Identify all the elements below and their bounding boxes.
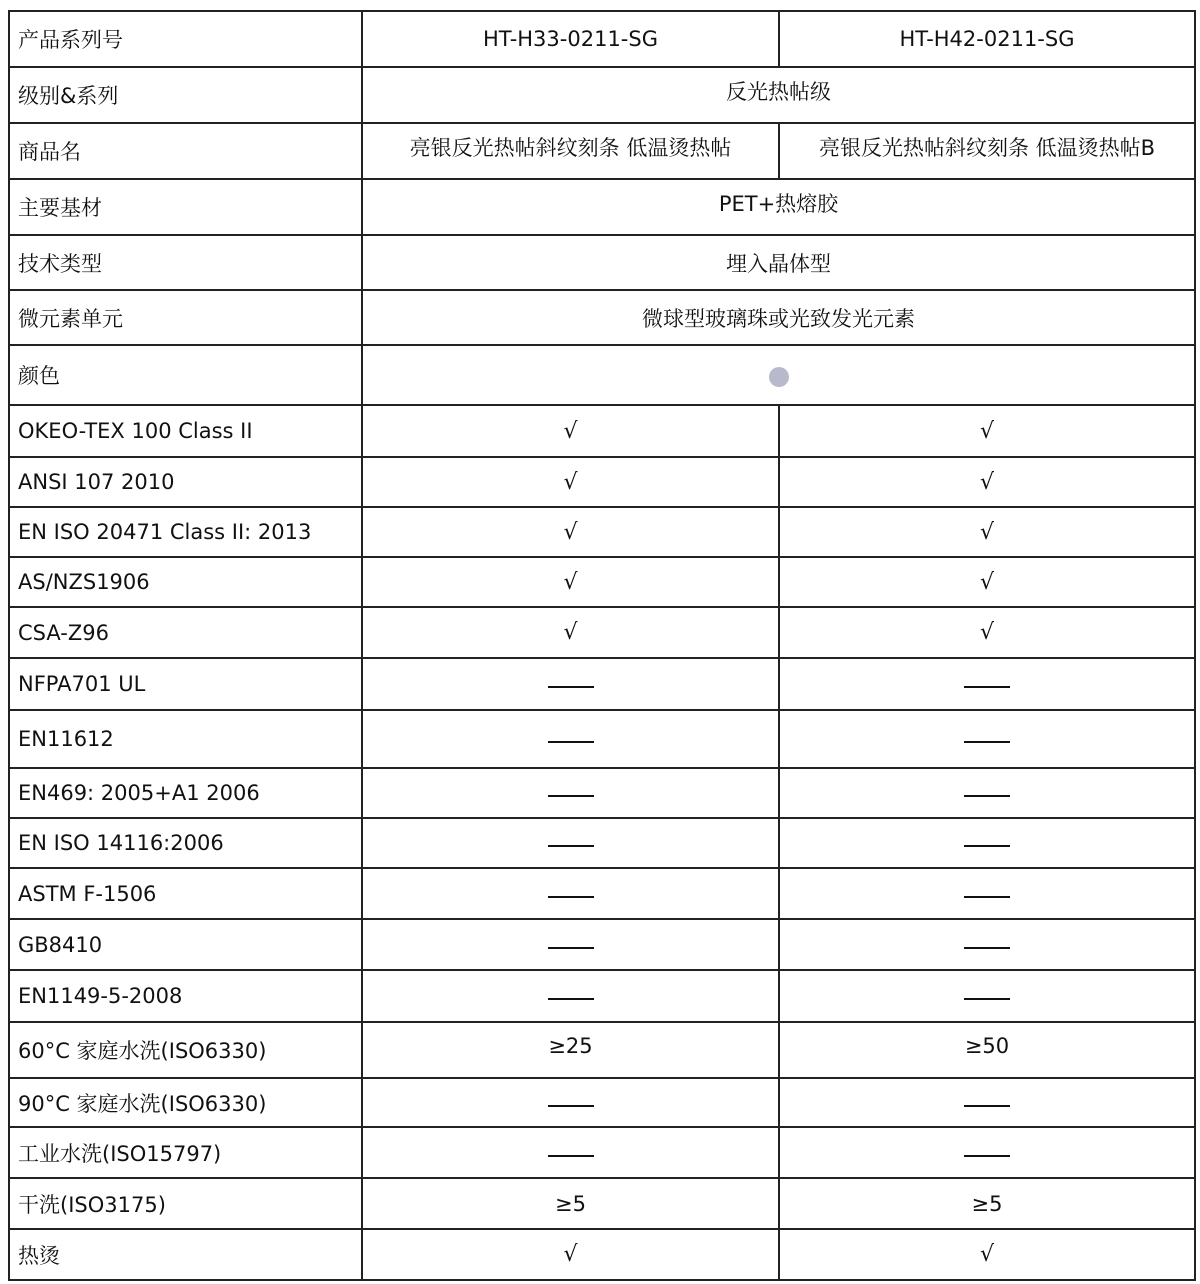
table-row-wash60 [9, 1022, 1195, 1078]
product-name-col2: 亮银反光热帖斜纹刻条 低温烫热帖B [779, 123, 1195, 179]
en20471-label: EN ISO 20471 Class II: 2013 [9, 507, 362, 557]
table-row-micro-element [9, 290, 1195, 345]
table-row-product-name [9, 123, 1195, 179]
industrial-wash-col1 [362, 1127, 779, 1178]
table-row-en11612 [9, 710, 1195, 768]
table-row-tech-type [9, 235, 1195, 290]
wash60-label: 60°C 家庭水洗(ISO6330) [9, 1022, 362, 1078]
table-row-base-material [9, 179, 1195, 235]
table-row-dry-clean [9, 1178, 1195, 1229]
en1149-label: EN1149-5-2008 [9, 970, 362, 1022]
wash90-col2 [779, 1078, 1195, 1127]
check-mark: √ [979, 418, 995, 444]
dash-mark [548, 795, 594, 797]
dash-mark [964, 896, 1010, 898]
asnzs-col2 [779, 557, 1195, 607]
dash-mark [964, 998, 1010, 1000]
check-mark: √ [979, 519, 995, 545]
table-row-header [9, 11, 1195, 67]
en1149-col1 [362, 970, 779, 1022]
table-row-grade [9, 67, 1195, 123]
header-col1: HT-H33-0211-SG [362, 11, 779, 67]
dash-mark [548, 896, 594, 898]
dash-mark [964, 741, 1010, 743]
grade-label: 级别&系列 [9, 67, 362, 123]
dry-clean-label: 干洗(ISO3175) [9, 1178, 362, 1229]
check-mark: √ [979, 620, 995, 645]
table-row-color [9, 345, 1195, 405]
gb8410-label: GB8410 [9, 919, 362, 970]
dash-mark [964, 1155, 1010, 1157]
table-row-en20471 [9, 507, 1195, 557]
table-row-wash90 [9, 1078, 1195, 1127]
astm-label: ASTM F-1506 [9, 868, 362, 919]
color-value [362, 345, 1195, 405]
ansi-col2 [779, 457, 1195, 507]
en11612-col2 [779, 710, 1195, 768]
dash-mark [964, 845, 1010, 847]
check-mark: √ [563, 418, 578, 444]
table-row-asnzs [9, 557, 1195, 607]
tech-type-value: 埋入晶体型 [362, 235, 1195, 290]
dash-mark [548, 741, 594, 743]
table-row-en14116 [9, 818, 1195, 868]
gb8410-col1 [362, 919, 779, 970]
en20471-col1 [362, 507, 779, 557]
en1149-col2 [779, 970, 1195, 1022]
industrial-wash-col2 [779, 1127, 1195, 1178]
table-row-hot-press [9, 1229, 1195, 1280]
product-name-col1: 亮银反光热帖斜纹刻条 低温烫热帖 [362, 123, 779, 179]
check-mark: √ [979, 1242, 995, 1267]
check-mark: √ [979, 569, 995, 595]
en14116-col1 [362, 818, 779, 868]
header-label: 产品系列号 [9, 11, 362, 67]
wash60-col2 [779, 1022, 1195, 1078]
micro-element-label: 微元素单元 [9, 290, 362, 345]
cell-value: ≥5 [971, 1191, 1003, 1216]
dry-clean-col2 [779, 1178, 1195, 1229]
base-material-label: 主要基材 [9, 179, 362, 235]
dry-clean-col1 [362, 1178, 779, 1229]
cell-value: ≥5 [555, 1191, 586, 1216]
micro-element-value: 微球型玻璃珠或光致发光元素 [362, 290, 1195, 345]
csa-col1 [362, 607, 779, 658]
dash-mark [548, 686, 594, 688]
en14116-label: EN ISO 14116:2006 [9, 818, 362, 868]
en14116-col2 [779, 818, 1195, 868]
oeko-col2 [779, 405, 1195, 457]
en469-label: EN469: 2005+A1 2006 [9, 768, 362, 818]
dash-mark [548, 998, 594, 1000]
en469-col1 [362, 768, 779, 818]
check-mark: √ [563, 1242, 578, 1267]
base-material-value: PET+热熔胶 [362, 179, 1195, 235]
nfpa-col1 [362, 658, 779, 710]
en11612-col1 [362, 710, 779, 768]
header-col2: HT-H42-0211-SG [779, 11, 1195, 67]
dash-mark [964, 795, 1010, 797]
check-mark: √ [979, 469, 995, 495]
table-row-csa [9, 607, 1195, 658]
asnzs-label: AS/NZS1906 [9, 557, 362, 607]
color-label: 颜色 [9, 345, 362, 405]
wash90-col1 [362, 1078, 779, 1127]
dash-mark [548, 845, 594, 847]
en20471-col2 [779, 507, 1195, 557]
product-name-label: 商品名 [9, 123, 362, 179]
industrial-wash-label: 工业水洗(ISO15797) [9, 1127, 362, 1178]
table-row-astm [9, 868, 1195, 919]
cell-value: ≥50 [964, 1034, 1010, 1058]
csa-col2 [779, 607, 1195, 658]
check-mark: √ [563, 469, 578, 495]
table-row-gb8410 [9, 919, 1195, 970]
hot-press-label: 热烫 [9, 1229, 362, 1280]
oeko-col1 [362, 405, 779, 457]
dash-mark [964, 947, 1010, 949]
table-row-ansi [9, 457, 1195, 507]
oeko-label: OKEO-TEX 100 Class II [9, 405, 362, 457]
en469-col2 [779, 768, 1195, 818]
check-mark: √ [563, 620, 578, 645]
color-swatch [769, 367, 789, 387]
grade-value: 反光热帖级 [362, 67, 1195, 123]
gb8410-col2 [779, 919, 1195, 970]
cell-value: ≥25 [548, 1034, 593, 1058]
check-mark: √ [563, 569, 578, 595]
ansi-label: ANSI 107 2010 [9, 457, 362, 507]
spec-table [8, 10, 1196, 1281]
astm-col2 [779, 868, 1195, 919]
table-row-industrial-wash [9, 1127, 1195, 1178]
astm-col1 [362, 868, 779, 919]
dash-mark [964, 1105, 1010, 1107]
table-row-en469 [9, 768, 1195, 818]
tech-type-label: 技术类型 [9, 235, 362, 290]
table-row-en1149 [9, 970, 1195, 1022]
nfpa-col2 [779, 658, 1195, 710]
table-row-nfpa [9, 658, 1195, 710]
en11612-label: EN11612 [9, 710, 362, 768]
dash-mark [548, 1105, 594, 1107]
hot-press-col1 [362, 1229, 779, 1280]
dash-mark [548, 947, 594, 949]
table-row-oeko [9, 405, 1195, 457]
csa-label: CSA-Z96 [9, 607, 362, 658]
check-mark: √ [563, 519, 578, 545]
asnzs-col1 [362, 557, 779, 607]
wash60-col1 [362, 1022, 779, 1078]
dash-mark [964, 686, 1010, 688]
ansi-col1 [362, 457, 779, 507]
hot-press-col2 [779, 1229, 1195, 1280]
dash-mark [548, 1155, 594, 1157]
wash90-label: 90°C 家庭水洗(ISO6330) [9, 1078, 362, 1127]
nfpa-label: NFPA701 UL [9, 658, 362, 710]
